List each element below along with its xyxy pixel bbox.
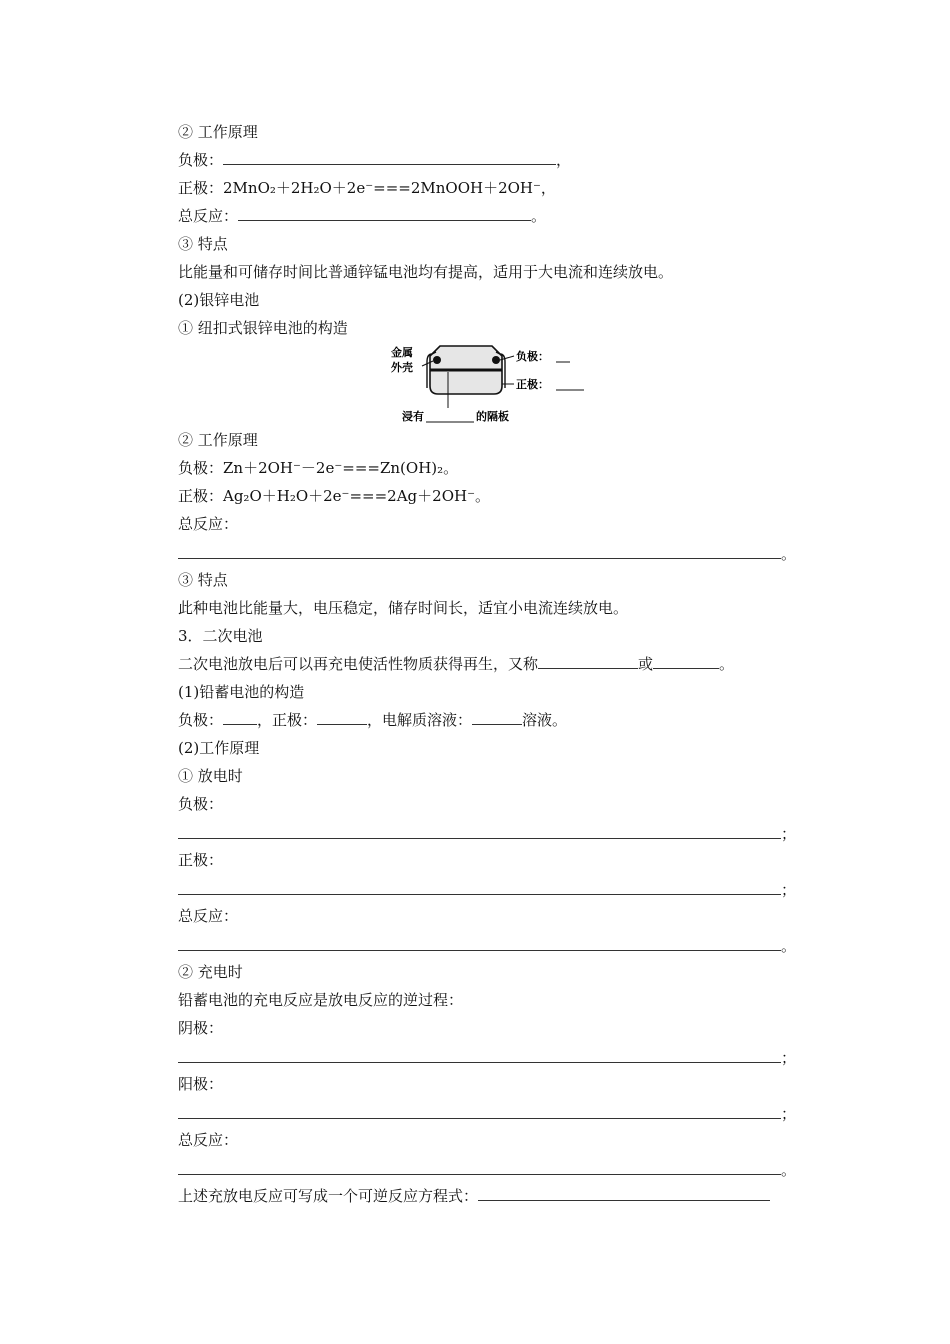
heading-working-principle-3: (2)工作原理 — [178, 739, 260, 757]
features-text-2: 此种电池比能量大，电压稳定，储存时间长，适宜小电流连续放电。 — [178, 599, 629, 617]
charge-anode-label: 阳极： — [178, 1075, 224, 1093]
heading-lead-acid-structure: (1)铅蓄电池的构造 — [178, 683, 305, 701]
secondary-battery-definition: 二次电池放电后可以再充电使活性物质获得再生，又称 或 。 — [178, 650, 808, 678]
answer-blank[interactable] — [178, 874, 781, 895]
answer-blank[interactable] — [472, 706, 522, 725]
discharge-negative-label: 负极： — [178, 795, 224, 813]
charge-description: 铅蓄电池的充电反应是放电反应的逆过程： — [178, 991, 464, 1009]
answer-blank[interactable] — [653, 650, 719, 669]
charge-total-label: 总反应： — [178, 1131, 239, 1149]
label-negative: 负极： — [516, 350, 549, 363]
button-battery-diagram — [178, 344, 808, 424]
positive-electrode-line: 正极：2MnO₂＋2H₂O＋2e⁻===2MnOOH＋2OH⁻， — [178, 179, 556, 197]
total-reaction-line: 总反应： 。 — [178, 202, 808, 230]
answer-blank[interactable] — [178, 1154, 781, 1175]
charge-cathode-blank: ； — [178, 1042, 808, 1070]
label-metal-shell-2: 外壳 — [391, 361, 413, 374]
heading-features-2: ③ 特点 — [178, 571, 228, 589]
silver-zinc-negative: 负极：Zn＋2OH⁻－2e⁻===Zn(OH)₂。 — [178, 459, 459, 477]
heading-button-battery-structure: ① 纽扣式银锌电池的构造 — [178, 319, 348, 337]
answer-blank[interactable] — [178, 1042, 781, 1063]
answer-blank[interactable] — [538, 650, 638, 669]
answer-blank[interactable] — [478, 1182, 770, 1201]
answer-blank[interactable] — [223, 706, 257, 725]
discharge-total-label: 总反应： — [178, 907, 239, 925]
answer-blank[interactable] — [223, 146, 556, 165]
silver-zinc-total-label: 总反应： — [178, 515, 239, 533]
discharge-positive-blank: ； — [178, 874, 808, 902]
silver-zinc-positive: 正极：Ag₂O＋H₂O＋2e⁻===2Ag＋2OH⁻。 — [178, 487, 490, 505]
heading-charge: ② 充电时 — [178, 963, 243, 981]
heading-working-principle-2: ② 工作原理 — [178, 431, 258, 449]
discharge-total-blank: 。 — [178, 930, 808, 958]
label-metal-shell-1: 金属 — [391, 346, 413, 359]
silver-zinc-total-blank: 。 — [178, 538, 808, 566]
answer-blank[interactable] — [178, 930, 781, 951]
heading-discharge: ① 放电时 — [178, 767, 243, 785]
label-separator-b: 的隔板 — [476, 410, 509, 423]
answer-blank[interactable] — [317, 706, 367, 725]
label-separator-a: 浸有 — [402, 410, 424, 423]
lead-acid-structure-line: 负极： ，正极： ，电解质溶液： 溶液。 — [178, 706, 808, 734]
heading-silver-zinc-battery: (2)银锌电池 — [178, 291, 260, 309]
features-text-1: 比能量和可储存时间比普通锌锰电池均有提高，适用于大电流和连续放电。 — [178, 263, 674, 281]
charge-total-blank: 。 — [178, 1154, 808, 1182]
battery-figure — [386, 344, 626, 426]
answer-blank[interactable] — [178, 1098, 781, 1119]
discharge-negative-blank: ； — [178, 818, 808, 846]
answer-blank[interactable] — [178, 818, 781, 839]
charge-anode-blank: ； — [178, 1098, 808, 1126]
heading-working-principle-1: ② 工作原理 — [178, 123, 258, 141]
left-contact — [433, 356, 441, 364]
discharge-positive-label: 正极： — [178, 851, 224, 869]
answer-blank[interactable] — [238, 202, 531, 221]
document-page — [178, 118, 808, 1210]
answer-blank[interactable] — [178, 538, 781, 559]
right-contact — [492, 356, 500, 364]
reversible-equation-line: 上述充放电反应可写成一个可逆反应方程式： — [178, 1182, 808, 1210]
negative-electrode-line: 负极： ， — [178, 146, 808, 174]
charge-cathode-label: 阴极： — [178, 1019, 224, 1037]
heading-features-1: ③ 特点 — [178, 235, 228, 253]
heading-secondary-battery: 3．二次电池 — [178, 627, 263, 645]
label-positive: 正极： — [516, 378, 549, 391]
